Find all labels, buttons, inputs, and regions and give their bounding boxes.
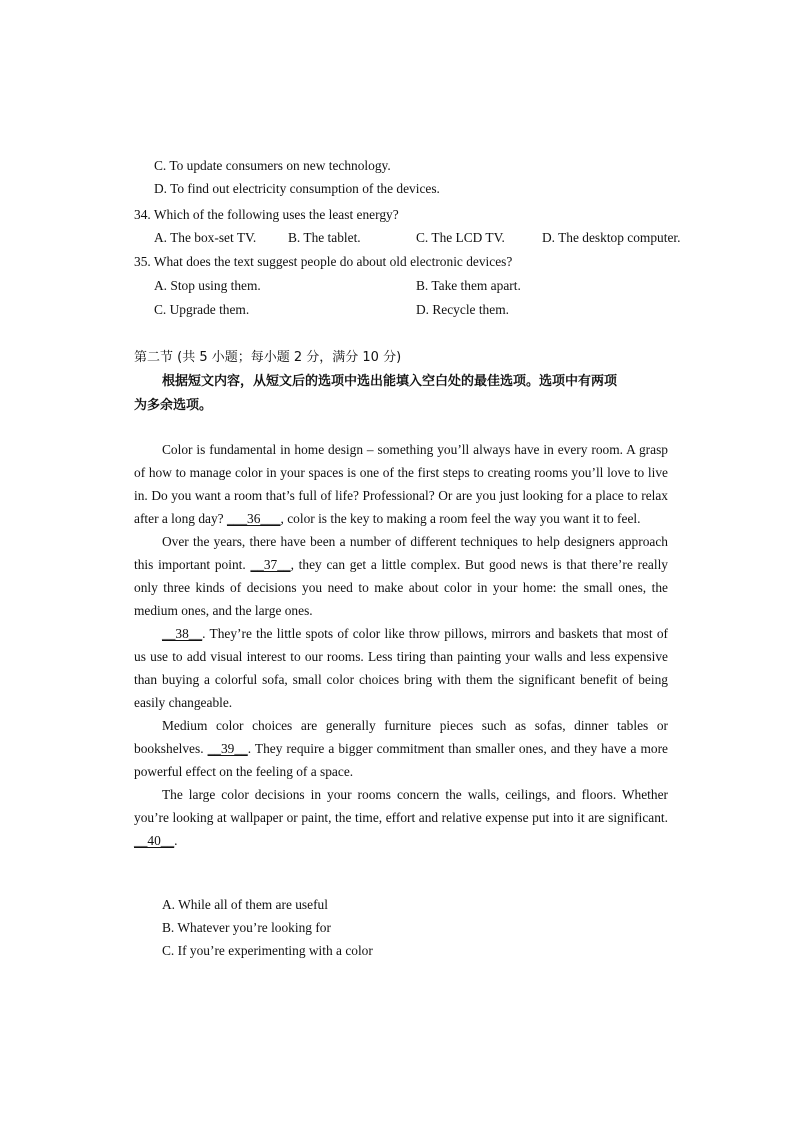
answer-option-b: B. Whatever you’re looking for xyxy=(162,920,331,935)
q34-option-d: D. The desktop computer. xyxy=(542,230,681,245)
blank-39: __39__ xyxy=(207,741,248,756)
passage xyxy=(134,438,668,852)
q35-option-b: B. Take them apart. xyxy=(416,278,521,293)
prev-question-option-d: D. To find out electricity consumption of the devices. xyxy=(154,181,440,196)
section-heading: 第二节 (共 5 小题；每小题 2 分，满分 10 分) xyxy=(134,350,402,365)
q34-option-c: C. The LCD TV. xyxy=(416,230,505,245)
p2-text-a: Over the years, there have been a number of different techniques to help designers approach this important point. xyxy=(134,534,668,572)
passage-paragraph-2 xyxy=(134,530,668,622)
blank-36: ___36___ xyxy=(226,511,281,526)
q34-option-b: B. The tablet. xyxy=(288,230,361,245)
p1-text-b: , color is the key to making a room feel the way you want it to feel. xyxy=(280,511,641,526)
answer-option-a: A. While all of them are useful xyxy=(162,897,328,912)
q34-stem: 34. Which of the following uses the least energy? xyxy=(134,207,399,222)
q35-option-a: A. Stop using them. xyxy=(154,278,261,293)
blank-40: __40__ xyxy=(134,833,175,848)
q35-option-c: C. Upgrade them. xyxy=(154,302,250,317)
blank-38: __38__ xyxy=(162,626,203,641)
passage-paragraph-3 xyxy=(134,622,668,714)
blank-37: __37__ xyxy=(250,557,291,572)
p4-text-a: Medium color choices are generally furniture pieces such as sofas, dinner tables or bookshelves. xyxy=(134,718,668,756)
passage-paragraph-5 xyxy=(134,783,668,852)
p3-text-b: . They’re the little spots of color like throw pillows, mirrors and baskets that most of us use to add visual interest to our rooms. Less tiring than painting your walls and less expensive than buying a colorful sofa, small color choices bring with them the significant benefit of being easily changeable. xyxy=(134,626,668,710)
p5-text-b: . xyxy=(174,833,178,848)
prev-question-option-c: C. To update consumers on new technology. xyxy=(154,158,391,173)
p1-text-a: Color is fundamental in home design – something you’ll always have in every room. A grasp of how to manage color in your spaces is one of the first steps to creating rooms you’ll love to live in. Do you want a room that’s full of life? Professional? Or are you just looking for a place to relax after a long day? xyxy=(134,442,668,526)
q34-option-a: A. The box-set TV. xyxy=(154,230,257,245)
q35-stem: 35. What does the text suggest people do about old electronic devices? xyxy=(134,254,513,269)
section-instruction-line2: 为多余选项。 xyxy=(134,398,213,413)
passage-paragraph-4 xyxy=(134,714,668,783)
answer-option-c: C. If you’re experimenting with a color xyxy=(162,943,373,958)
p5-text-a: The large color decisions in your rooms concern the walls, ceilings, and floors. Whether you’re looking at wallpaper or paint, the time, effort and relative expense put into it are significant. xyxy=(134,787,668,825)
p2-text-b: , they can get a little complex. But good news is that there’re really only three kinds of decisions you need to make about color in your home: the small ones, the medium ones, and the large ones. xyxy=(134,557,668,618)
passage-paragraph-1 xyxy=(134,438,668,530)
section-instruction-line1: 根据短文内容，从短文后的选项中选出能填入空白处的最佳选项。选项中有两项 xyxy=(162,374,618,389)
p4-text-b: . They require a bigger commitment than smaller ones, and they have a more powerful effect on the feeling of a space. xyxy=(134,741,668,779)
q35-option-d: D. Recycle them. xyxy=(416,302,509,317)
